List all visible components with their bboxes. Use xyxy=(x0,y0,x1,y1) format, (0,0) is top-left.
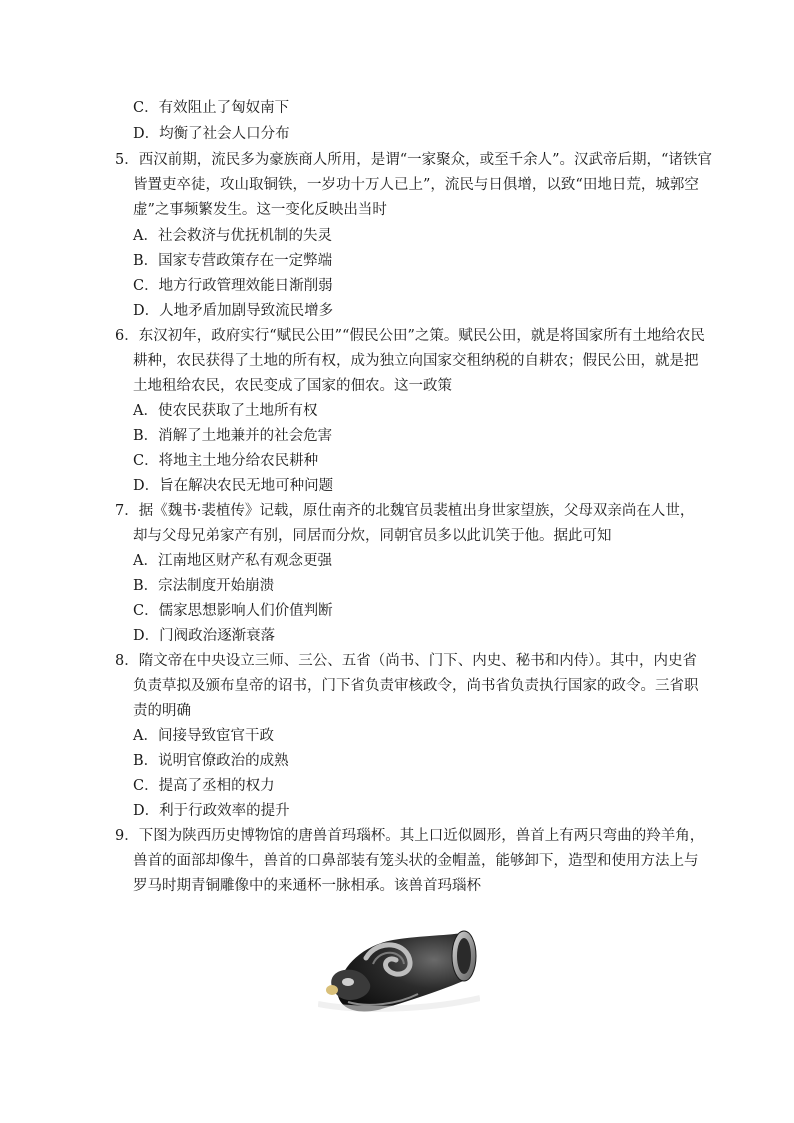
q6-option-c: C．将地主土地分给农民耕种 xyxy=(133,453,319,469)
q5-stem-line-3: 虚”之事频繁发生。这一变化反映出当时 xyxy=(133,202,387,218)
q6-option-b: B．消解了土地兼并的社会危害 xyxy=(133,428,333,444)
q6-option-a: A．使农民获取了土地所有权 xyxy=(133,403,318,419)
q7-stem-line-1: 7．据《魏书·裴植传》记载，原仕南齐的北魏官员裴植出身世家望族，父母双亲尚在人世， xyxy=(115,503,695,519)
q5-option-d: D．人地矛盾加剧导致流民增多 xyxy=(133,303,334,319)
agate-rhyton-cup-image xyxy=(318,918,480,1018)
q8-option-d: D．利于行政效率的提升 xyxy=(133,803,290,819)
q9-stem-line-2: 兽首的面部却像牛，兽首的口鼻部装有笼头状的金帽盖，能够卸下，造型和使用方法上与 xyxy=(133,853,699,869)
q8-option-a: A．间接导致宦官干政 xyxy=(133,728,274,744)
q5-option-c: C．地方行政管理效能日渐削弱 xyxy=(133,278,333,294)
q7-option-a: A．江南地区财产私有观念更强 xyxy=(133,553,332,569)
q7-option-d: D．门阀政治逐渐衰落 xyxy=(133,628,276,644)
q6-option-d: D．旨在解决农民无地可种问题 xyxy=(133,478,334,494)
q7-option-b: B．宗法制度开始崩溃 xyxy=(133,578,275,594)
q7-option-c: C．儒家思想影响人们价值判断 xyxy=(133,603,333,619)
q5-option-a: A．社会救济与优抚机制的失灵 xyxy=(133,228,332,244)
q8-option-b: B．说明官僚政治的成熟 xyxy=(133,753,289,769)
q9-stem-line-1: 9．下图为陕西历史博物馆的唐兽首玛瑙杯。其上口近似圆形，兽首上有两只弯曲的羚羊角， xyxy=(115,828,705,844)
q5-option-b: B．国家专营政策存在一定弊端 xyxy=(133,253,333,269)
q8-stem-line-2: 负责草拟及颁布皇帝的诏书，门下省负责审核政令，尚书省负责执行国家的政令。三省职 xyxy=(133,678,699,694)
q4-option-c: C．有效阻止了匈奴南下 xyxy=(133,100,290,116)
q7-stem-line-2: 却与父母兄弟家产有别，同居而分炊，同朝官员多以此讥笑于他。据此可知 xyxy=(133,528,612,544)
q9-stem-line-3: 罗马时期青铜雕像中的来通杯一脉相承。该兽首玛瑙杯 xyxy=(133,878,481,894)
q4-option-d: D．均衡了社会人口分布 xyxy=(133,126,290,142)
q8-stem-line-1: 8．隋文帝在中央设立三师、三公、五省（尚书、门下、内史、秘书和内侍）。其中，内史省 xyxy=(115,653,697,669)
q5-stem-line-1: 5．西汉前期，流民多为豪族商人所用，是谓“一家聚众，或至千余人”。汉武帝后期，“诸铁官 xyxy=(115,152,712,168)
q5-stem-line-2: 皆置吏卒徒，攻山取铜铁，一岁功十万人已上”，流民与日俱增，以致“田地日荒，城郭空 xyxy=(133,177,699,193)
q8-stem-line-3: 责的明确 xyxy=(133,703,191,719)
q6-stem-line-2: 耕种，农民获得了土地的所有权，成为独立向国家交租纳税的自耕农；假民公田，就是把 xyxy=(133,353,699,369)
q8-option-c: C．提高了丞相的权力 xyxy=(133,778,275,794)
q6-stem-line-3: 土地租给农民，农民变成了国家的佃农。这一政策 xyxy=(133,378,452,394)
q6-stem-line-1: 6．东汉初年，政府实行“赋民公田”“假民公田”之策。赋民公田，就是将国家所有土地给农民 xyxy=(115,328,705,344)
